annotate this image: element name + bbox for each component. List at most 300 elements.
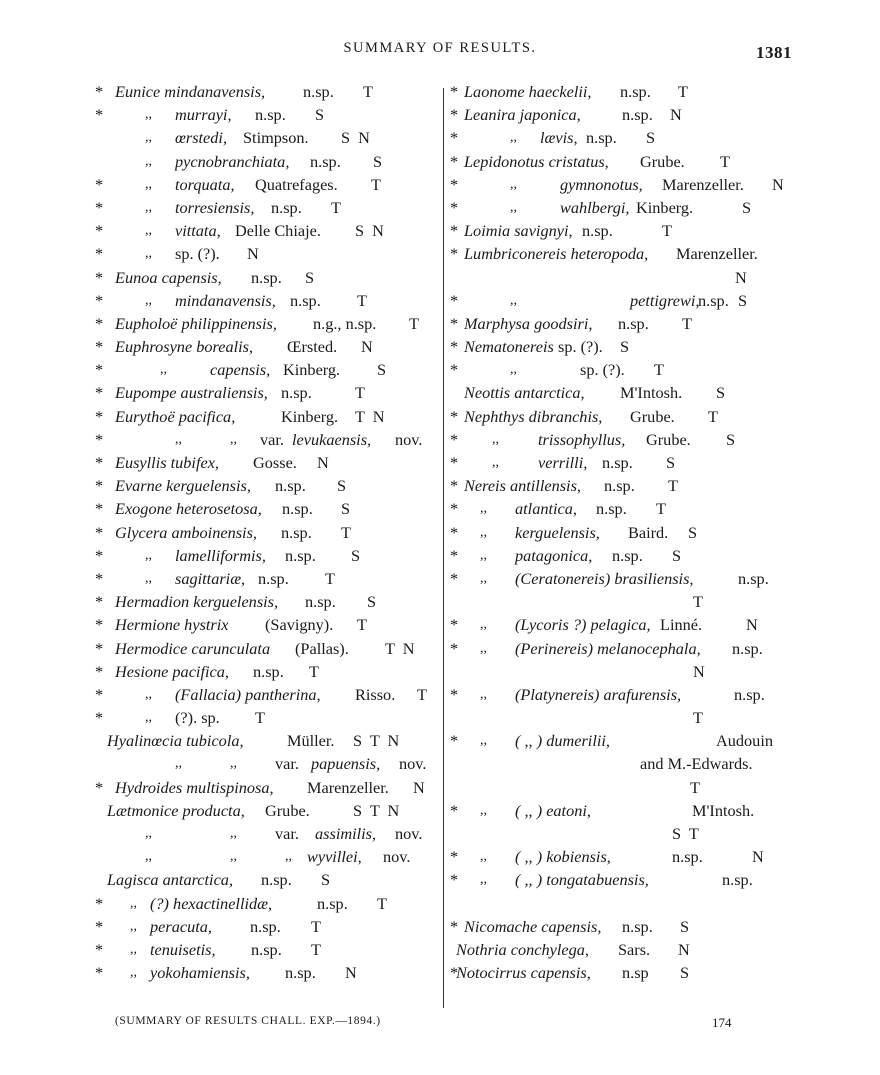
species-name: ( ,, ) kobiensis,: [515, 847, 611, 867]
entry-row: [95, 219, 440, 242]
species-name: œrstedi,: [175, 128, 228, 148]
asterisk-marker: *: [95, 197, 104, 217]
asterisk-marker: *: [95, 684, 104, 704]
ditto-mark: ,,: [480, 524, 487, 540]
authority-text: n.sp.: [253, 661, 284, 681]
authority-text: Kinberg.: [283, 360, 341, 380]
species-name: papuensis,: [311, 754, 381, 774]
authority-text: n.sp.: [586, 128, 617, 148]
asterisk-marker: *: [95, 777, 104, 797]
asterisk-marker: *: [95, 406, 104, 426]
entry-row: [95, 729, 440, 752]
authority-text: Sars.: [618, 939, 651, 959]
entry-row: [95, 266, 440, 289]
species-name: mindanavensis,: [175, 290, 276, 310]
asterisk-marker: *: [95, 592, 104, 612]
authority-text: Audouin: [716, 731, 773, 751]
species-name: wyvillei,: [307, 847, 362, 867]
station-code: N: [735, 267, 749, 287]
ditto-mark: ,,: [510, 130, 517, 146]
entry-row: [95, 335, 440, 358]
authority-text: Grube.: [630, 406, 675, 426]
authority-text: Grube.: [640, 151, 685, 171]
entry-row: [450, 173, 795, 196]
ditto-mark: ,,: [492, 455, 499, 470]
authority-text: n.sp.: [618, 313, 649, 333]
station-code: T: [654, 360, 666, 380]
entry-row: [95, 822, 440, 845]
species-name: Loimia savignyi,: [464, 221, 573, 241]
entry-row: [450, 405, 795, 428]
station-code: S: [373, 151, 385, 171]
entry-row: [95, 451, 440, 474]
entry-row: [450, 242, 795, 265]
station-code: S: [620, 337, 632, 357]
authority-text: var.: [275, 824, 299, 843]
species-name: Eunoa capensis,: [115, 267, 222, 287]
authority-text: n.sp.: [602, 453, 633, 472]
ditto-mark: ,,: [145, 223, 152, 239]
authority-text: n.sp.: [261, 870, 292, 890]
asterisk-marker: *: [450, 406, 459, 426]
authority-text: n.sp.: [622, 105, 653, 125]
asterisk-marker: *: [95, 661, 104, 681]
authority-text: M'Intosh.: [620, 383, 683, 403]
species-name: pycnobranchiata,: [175, 151, 290, 171]
station-code: S: [726, 429, 738, 449]
ditto-mark: ,,: [130, 895, 137, 911]
species-name: Notocirrus capensis,: [456, 963, 591, 983]
station-code: S T N: [353, 731, 402, 751]
entry-row: [450, 150, 795, 173]
asterisk-marker: *: [450, 499, 459, 519]
entry-row: [95, 173, 440, 196]
species-name: Exogone heterosetosa,: [115, 499, 262, 519]
station-code: T: [693, 708, 705, 728]
asterisk-marker: *: [95, 615, 104, 635]
asterisk-marker: *: [450, 151, 459, 171]
asterisk-marker: *: [450, 963, 459, 983]
station-code: S N: [355, 221, 386, 241]
station-code: S: [646, 128, 658, 148]
ditto-mark: ,,: [145, 547, 152, 563]
authority-text: Marenzeller.: [662, 174, 744, 194]
entry-row: [95, 776, 440, 799]
authority-text: Risso.: [355, 684, 396, 704]
authority-text: nov.: [395, 429, 423, 449]
authority-text: n.sp.: [251, 939, 282, 959]
right-column: [450, 80, 795, 984]
species-name: patagonica,: [515, 545, 593, 565]
ditto-mark: ,,: [230, 431, 237, 447]
species-name: Nematonereis: [464, 337, 554, 357]
station-code: S: [337, 476, 349, 496]
station-code: N: [670, 105, 684, 125]
ditto-mark: ,,: [145, 199, 152, 215]
species-name: Hesione pacifica,: [115, 661, 229, 681]
authority-text: n.sp.: [317, 893, 348, 913]
authority-text: n.sp.: [285, 545, 316, 565]
left-column: [95, 80, 440, 984]
authority-text: n.g., n.sp.: [313, 313, 377, 333]
entry-row: [450, 706, 795, 729]
authority-text: Gosse.: [253, 453, 297, 472]
authority-text: nov.: [383, 847, 411, 867]
species-name: (Perinereis) melanocephala,: [515, 638, 701, 658]
asterisk-marker: *: [95, 939, 104, 959]
ditto-mark: ,,: [230, 849, 237, 865]
station-code: N: [772, 174, 786, 194]
ditto-mark: ,,: [145, 686, 152, 702]
ditto-mark: ,,: [480, 570, 487, 586]
authority-text: n.sp.: [258, 568, 289, 588]
ditto-mark: ,,: [492, 431, 499, 447]
ditto-mark: ,,: [145, 710, 152, 726]
authority-text: (Pallas).: [295, 638, 349, 658]
species-name: Eunice mindanavensis,: [115, 82, 266, 101]
asterisk-marker: *: [95, 383, 104, 403]
species-name: Glycera amboinensis,: [115, 522, 257, 542]
station-code: T: [656, 499, 668, 519]
species-name: Nicomache capensis,: [464, 916, 602, 936]
species-name: (Platynereis) arafurensis,: [515, 684, 682, 704]
station-code: T: [409, 313, 421, 333]
ditto-mark: ,,: [145, 246, 152, 262]
ditto-mark: ,,: [480, 547, 487, 563]
authority-text: Kinberg.: [636, 197, 694, 217]
asterisk-marker: *: [450, 870, 459, 890]
species-name: ( ,, ) tongatabuensis,: [515, 870, 649, 890]
authority-text: Kinberg.: [281, 406, 339, 426]
entry-row: [450, 196, 795, 219]
entry-row: [450, 938, 795, 961]
entry-row: [450, 729, 795, 752]
species-name: yokohamiensis,: [150, 963, 250, 983]
species-name: kerguelensis,: [515, 522, 600, 542]
station-code: S T N: [353, 800, 402, 820]
species-name: Leanira japonica,: [464, 105, 581, 125]
entry-row: [95, 196, 440, 219]
entry-row: [95, 312, 440, 335]
species-name: Neottis antarctica,: [464, 383, 585, 403]
asterisk-marker: *: [95, 290, 104, 310]
station-code: S: [680, 916, 692, 936]
species-name: assimilis,: [315, 824, 377, 843]
station-code: T: [255, 708, 267, 728]
station-code: T: [331, 197, 343, 217]
entry-row: [450, 474, 795, 497]
authority-text: n.sp.: [285, 963, 316, 983]
station-code: T: [708, 406, 720, 426]
species-name: Nephthys dibranchis,: [464, 406, 603, 426]
asterisk-marker: *: [450, 916, 459, 936]
species-name: Eupompe australiensis,: [115, 383, 268, 403]
ditto-mark: ,,: [510, 176, 517, 192]
entry-row: [450, 567, 795, 590]
station-code: T: [357, 290, 369, 310]
station-code: N: [752, 847, 766, 867]
authority-text: Marenzeller.: [676, 244, 758, 264]
entry-row: [95, 799, 440, 822]
asterisk-marker: *: [95, 545, 104, 565]
ditto-mark: ,,: [160, 362, 167, 378]
authority-text: Stimpson.: [243, 128, 309, 148]
entry-row: [450, 521, 795, 544]
authority-text: n.sp.: [722, 870, 753, 890]
asterisk-marker: *: [450, 476, 459, 496]
entry-row: [95, 915, 440, 938]
entry-row: [95, 961, 440, 984]
asterisk-marker: *: [95, 221, 104, 241]
entry-row: [95, 752, 440, 775]
entry-row: [450, 660, 795, 683]
station-code: N: [345, 963, 359, 983]
species-name: (Fallacia) pantherina,: [175, 684, 321, 704]
station-code: N: [317, 453, 331, 472]
entry-row: [95, 845, 440, 868]
authority-text: n.sp.: [612, 545, 643, 565]
authority-text: sp. (?).: [175, 244, 220, 264]
running-header: SUMMARY OF RESULTS.: [343, 40, 537, 56]
entry-row: [450, 892, 795, 915]
species-name: (Ceratonereis) brasiliensis,: [515, 568, 694, 588]
species-name: Hyalinœcia tubicola,: [107, 731, 244, 751]
station-code: T: [678, 82, 690, 101]
asterisk-marker: *: [450, 731, 459, 751]
station-code: S: [321, 870, 333, 890]
asterisk-marker: *: [450, 429, 459, 449]
entry-row: [95, 892, 440, 915]
station-code: T: [693, 592, 705, 612]
species-name: murrayi,: [175, 105, 232, 125]
asterisk-marker: *: [95, 360, 104, 380]
authority-text: var.: [275, 754, 299, 774]
asterisk-marker: *: [450, 105, 459, 125]
entry-row: [95, 150, 440, 173]
authority-text: (Savigny).: [265, 615, 334, 635]
page-number: 1381: [756, 43, 792, 62]
authority-text: n.sp.: [255, 105, 286, 125]
authority-text: sp. (?).: [558, 337, 603, 357]
station-code: S: [666, 453, 678, 472]
authority-text: n.sp.: [282, 499, 313, 519]
asterisk-marker: *: [450, 174, 459, 194]
ditto-mark: ,,: [480, 872, 487, 888]
authority-text: var.: [260, 429, 284, 449]
authority-text: M'Intosh.: [692, 800, 755, 820]
station-code: T: [371, 174, 383, 194]
ditto-mark: ,,: [510, 362, 517, 378]
species-name: lævis,: [540, 128, 578, 148]
asterisk-marker: *: [95, 963, 104, 983]
station-code: T: [311, 916, 323, 936]
species-name: Eupholoë philippinensis,: [115, 313, 277, 333]
species-name: Hydroides multispinosa,: [115, 777, 274, 797]
species-name: Evarne kerguelensis,: [115, 476, 251, 496]
authority-text: n.sp.: [698, 290, 729, 310]
station-code: S: [377, 360, 389, 380]
authority-text: sp. (?).: [580, 360, 625, 380]
ditto-mark: ,,: [285, 849, 292, 865]
ditto-mark: ,,: [175, 756, 182, 772]
entry-row: [450, 80, 795, 103]
authority-text: n.sp.: [734, 684, 765, 704]
species-name: tenuisetis,: [150, 939, 216, 959]
asterisk-marker: *: [450, 847, 459, 867]
asterisk-marker: *: [95, 568, 104, 588]
species-name: levukaensis,: [292, 429, 372, 449]
footer-note: (SUMMARY OF RESULTS CHALL. EXP.—1894.): [115, 1015, 381, 1027]
entry-row: [95, 289, 440, 312]
entry-row: [95, 938, 440, 961]
species-name: (Lycoris ?) pelagica,: [515, 615, 651, 635]
species-name: peracuta,: [150, 916, 212, 936]
entry-row: [450, 219, 795, 242]
entry-row: [95, 521, 440, 544]
entry-row: [450, 845, 795, 868]
species-name: Marphysa goodsiri,: [464, 313, 593, 333]
station-code: T: [325, 568, 337, 588]
station-code: N: [693, 661, 707, 681]
asterisk-marker: *: [450, 128, 459, 148]
station-code: S: [716, 383, 728, 403]
ditto-mark: ,,: [145, 292, 152, 308]
station-code: T: [668, 476, 680, 496]
station-code: S: [351, 545, 363, 565]
entry-row: [95, 474, 440, 497]
asterisk-marker: *: [450, 615, 459, 635]
species-name: Hermione hystrix: [115, 615, 229, 635]
authority-text: (?). sp.: [175, 708, 220, 728]
station-code: S: [738, 290, 750, 310]
authority-text: Linné.: [660, 615, 703, 635]
authority-text: Grube.: [265, 800, 310, 820]
entry-row: [95, 868, 440, 891]
station-code: T: [720, 151, 732, 171]
authority-text: Delle Chiaje.: [235, 221, 321, 241]
authority-text: n.sp.: [310, 151, 341, 171]
species-name: Laonome haeckelii,: [464, 82, 592, 101]
station-code: T: [363, 82, 375, 101]
authority-text: n.sp.: [582, 221, 613, 241]
station-code: S: [315, 105, 327, 125]
species-name: capensis,: [210, 360, 271, 380]
asterisk-marker: *: [450, 244, 459, 264]
station-code: T: [662, 221, 674, 241]
asterisk-marker: *: [450, 453, 459, 472]
ditto-mark: ,,: [145, 826, 152, 841]
station-code: S: [305, 267, 317, 287]
species-name: Eurythoë pacifica,: [115, 406, 236, 426]
station-code: S: [672, 545, 684, 565]
station-code: N: [678, 939, 692, 959]
asterisk-marker: *: [450, 800, 459, 820]
entry-row: [95, 613, 440, 636]
authority-text: n.sp.: [271, 197, 302, 217]
species-name: ( ,, ) dumerilii,: [515, 731, 610, 751]
station-code: S: [742, 197, 754, 217]
authority-text: n.sp.: [732, 638, 763, 658]
species-name: gymnonotus,: [560, 174, 643, 194]
authority-text: Marenzeller.: [307, 777, 389, 797]
station-code: S N: [341, 128, 372, 148]
entry-row: [450, 451, 795, 474]
asterisk-marker: *: [450, 684, 459, 704]
asterisk-marker: *: [450, 337, 459, 357]
authority-text: n.sp.: [596, 499, 627, 519]
entry-row: [95, 567, 440, 590]
entry-row: [95, 706, 440, 729]
species-name: sagittariæ,: [175, 568, 246, 588]
entry-row: [450, 266, 795, 289]
asterisk-marker: *: [95, 174, 104, 194]
ditto-mark: ,,: [510, 199, 517, 215]
entry-row: [95, 381, 440, 404]
entry-row: [95, 590, 440, 613]
station-code: T: [377, 893, 389, 913]
entry-row: [450, 126, 795, 149]
entry-row: [450, 822, 795, 845]
station-code: T: [417, 684, 429, 704]
species-name: ( ,, ) eatoni,: [515, 800, 591, 820]
authority-text: Müller.: [287, 731, 335, 751]
asterisk-marker: *: [450, 568, 459, 588]
entry-row: [450, 590, 795, 613]
asterisk-marker: *: [95, 708, 104, 728]
station-code: N: [413, 777, 427, 797]
species-name: trissophyllus,: [538, 429, 626, 449]
authority-text: n.sp: [622, 963, 649, 983]
ditto-mark: ,,: [175, 431, 182, 447]
entry-row: [450, 428, 795, 451]
species-name: torresiensis,: [175, 197, 255, 217]
authority-text: n.sp.: [305, 592, 336, 612]
asterisk-marker: *: [450, 313, 459, 333]
station-code: N: [746, 615, 760, 635]
asterisk-marker: *: [95, 916, 104, 936]
authority-text: n.sp.: [281, 522, 312, 542]
entry-row: [95, 637, 440, 660]
asterisk-marker: *: [95, 337, 104, 357]
ditto-mark: ,,: [130, 941, 137, 957]
species-name: Hermodice carunculata: [115, 638, 271, 658]
station-code: S: [688, 522, 700, 542]
authority-text: Baird.: [628, 522, 669, 542]
authority-text: n.sp.: [251, 267, 282, 287]
station-code: T N: [385, 638, 417, 658]
species-name: pettigrewi,: [630, 290, 700, 310]
station-code: T: [341, 522, 353, 542]
entry-row: [450, 312, 795, 335]
station-code: S: [341, 499, 353, 519]
ditto-mark: ,,: [145, 849, 152, 865]
entry-row: [450, 358, 795, 381]
station-code: T: [311, 939, 323, 959]
station-code: S: [367, 592, 379, 612]
ditto-mark: ,,: [130, 965, 137, 981]
entry-row: [450, 868, 795, 891]
entry-row: [95, 242, 440, 265]
authority-text: and M.-Edwards.: [640, 754, 753, 774]
asterisk-marker: *: [450, 82, 459, 101]
ditto-mark: ,,: [480, 617, 487, 633]
station-code: S T: [672, 824, 701, 843]
entry-row: [450, 613, 795, 636]
ditto-mark: ,,: [480, 686, 487, 702]
entry-row: [95, 80, 440, 103]
species-name: Hermadion kerguelensis,: [115, 592, 279, 612]
column-divider: [443, 88, 444, 1008]
